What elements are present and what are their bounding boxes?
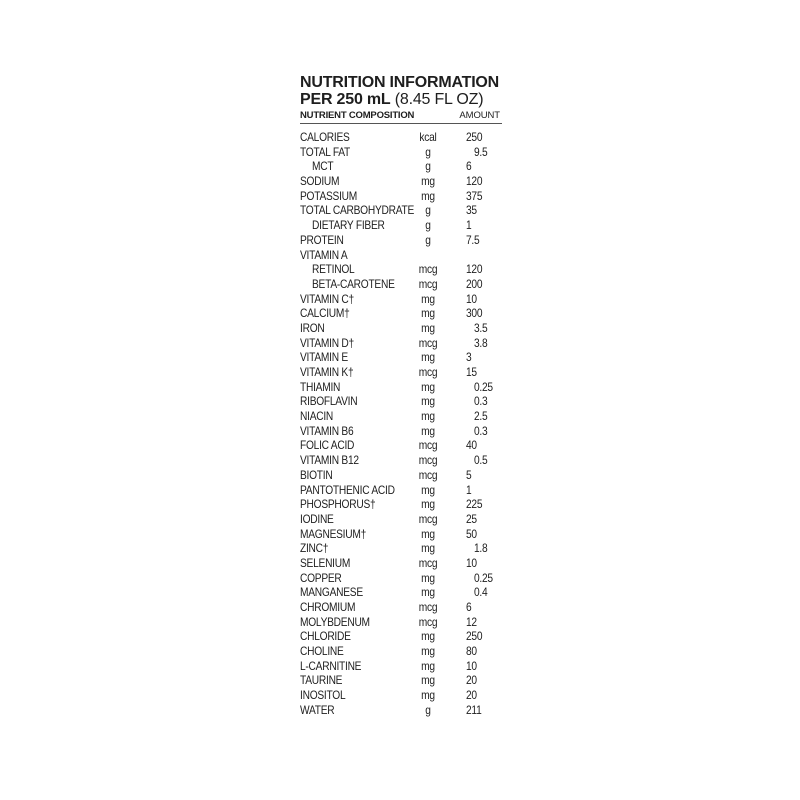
nutrient-name: TAURINE xyxy=(300,673,343,688)
nutrient-row xyxy=(300,615,502,630)
nutrient-amount: 0.25 xyxy=(474,570,493,585)
nutrient-amount: 10 xyxy=(466,291,477,306)
nutrient-amount: 7.5 xyxy=(466,232,480,247)
nutrient-row xyxy=(300,394,502,409)
nutrient-amount: 15 xyxy=(466,365,477,379)
nutrient-unit: mg xyxy=(421,644,435,659)
nutrient-row xyxy=(300,174,502,189)
nutrient-row xyxy=(300,438,502,453)
nutrient-unit: mcg xyxy=(418,511,438,526)
nutrient-unit: mcg xyxy=(418,555,438,570)
nutrient-row xyxy=(300,189,502,204)
nutrient-name: VITAMIN B12 xyxy=(300,453,359,468)
nutrient-row xyxy=(300,130,502,145)
nutrient-row xyxy=(300,703,502,718)
nutrient-amount: 10 xyxy=(466,555,477,570)
nutrient-unit: mcg xyxy=(418,453,438,468)
nutrient-amount: 1 xyxy=(466,482,472,497)
nutrient-row xyxy=(300,497,502,512)
nutrient-row xyxy=(300,629,502,644)
nutrient-name: CHLORIDE xyxy=(300,629,351,644)
nutrient-list xyxy=(300,130,502,718)
nutrient-row xyxy=(300,409,502,424)
nutrient-amount: 6 xyxy=(466,600,472,614)
nutrient-name: BIOTIN xyxy=(300,467,333,482)
nutrient-row xyxy=(300,218,502,233)
nutrient-row xyxy=(300,277,502,292)
nutrient-row xyxy=(300,292,502,307)
nutrient-name: POTASSIUM xyxy=(300,188,358,203)
nutrient-unit: mcg xyxy=(418,262,438,277)
nutrient-name: COPPER xyxy=(300,570,342,585)
nutrient-amount: 250 xyxy=(466,629,483,644)
nutrient-unit: mg xyxy=(421,526,435,541)
nutrient-amount: 200 xyxy=(466,276,483,291)
nutrient-row xyxy=(300,483,502,498)
nutrient-name: FOLIC ACID xyxy=(300,438,355,453)
nutrient-unit: g xyxy=(425,159,431,174)
nutrient-amount: 1 xyxy=(466,218,472,233)
nutrient-row xyxy=(300,571,502,586)
nutrient-amount: 3.5 xyxy=(474,320,488,335)
header-divider xyxy=(300,123,502,124)
nutrient-name: MOLYBDENUM xyxy=(300,614,370,629)
serving-size-fl-oz: (8.45 FL OZ) xyxy=(390,91,484,108)
nutrient-unit: mg xyxy=(421,482,435,497)
nutrient-unit: mg xyxy=(421,409,435,424)
nutrient-row xyxy=(300,321,502,336)
nutrient-unit: mg xyxy=(421,658,435,673)
nutrient-amount: 120 xyxy=(466,262,483,277)
nutrient-unit: g xyxy=(425,203,431,218)
nutrient-row xyxy=(300,248,502,263)
nutrient-amount: 300 xyxy=(466,306,483,321)
nutrient-name: VITAMIN E xyxy=(300,350,348,365)
panel-title: NUTRITION INFORMATION xyxy=(300,74,500,91)
nutrient-row xyxy=(300,527,502,542)
nutrient-row xyxy=(300,600,502,615)
nutrient-row xyxy=(300,556,502,571)
nutrient-unit: mcg xyxy=(418,335,438,350)
nutrient-amount: 12 xyxy=(466,614,477,629)
nutrient-row xyxy=(300,380,502,395)
nutrient-row xyxy=(300,233,502,248)
nutrient-amount: 375 xyxy=(466,188,483,203)
nutrient-name: MANGANESE xyxy=(300,585,363,600)
nutrient-amount: 80 xyxy=(466,644,477,659)
nutrient-name: VITAMIN A xyxy=(300,247,348,262)
nutrient-amount: 250 xyxy=(466,130,483,144)
nutrient-row xyxy=(300,541,502,556)
serving-size xyxy=(300,91,502,108)
header-nutrient-composition: NUTRIENT COMPOSITION xyxy=(300,110,415,121)
nutrient-name: WATER xyxy=(300,702,335,717)
nutrient-amount: 0.3 xyxy=(474,394,488,409)
nutrient-name: RIBOFLAVIN xyxy=(300,394,358,409)
nutrient-amount: 120 xyxy=(466,174,483,189)
nutrient-amount: 20 xyxy=(466,688,477,703)
nutrient-name: VITAMIN C† xyxy=(300,291,354,306)
nutrient-row xyxy=(300,306,502,321)
nutrition-panel xyxy=(300,74,502,718)
nutrient-row xyxy=(300,203,502,218)
nutrient-unit: mg xyxy=(421,585,435,600)
nutrient-row xyxy=(300,336,502,351)
column-headers xyxy=(300,110,502,122)
nutrient-unit: mg xyxy=(421,629,435,644)
nutrient-name: L-CARNITINE xyxy=(300,658,362,673)
nutrient-name: IRON xyxy=(300,320,325,335)
nutrient-amount: 25 xyxy=(466,511,477,526)
nutrient-name: SODIUM xyxy=(300,174,340,189)
nutrient-unit: mg xyxy=(421,423,435,438)
nutrient-unit: mg xyxy=(421,688,435,703)
nutrient-amount: 10 xyxy=(466,658,477,673)
nutrient-amount: 225 xyxy=(466,497,483,512)
nutrient-name: NIACIN xyxy=(300,409,334,424)
nutrient-name: PROTEIN xyxy=(300,232,344,247)
nutrient-amount: 2.5 xyxy=(474,409,488,424)
nutrient-amount: 35 xyxy=(466,203,477,218)
nutrient-amount: 211 xyxy=(466,702,482,717)
nutrient-unit: mg xyxy=(421,570,435,585)
nutrient-amount: 40 xyxy=(466,438,477,453)
nutrient-unit: mcg xyxy=(418,438,438,453)
nutrient-unit: g xyxy=(425,702,431,717)
nutrient-amount: 1.8 xyxy=(474,541,488,556)
nutrient-unit: g xyxy=(425,144,431,159)
nutrient-unit: kcal xyxy=(419,130,437,144)
nutrient-name: THIAMIN xyxy=(300,379,341,394)
nutrient-name: MAGNESIUM† xyxy=(300,526,367,541)
nutrient-row xyxy=(300,350,502,365)
nutrient-unit: mcg xyxy=(418,614,438,629)
nutrient-unit: mg xyxy=(421,379,435,394)
nutrient-unit: mg xyxy=(421,541,435,556)
nutrient-name: VITAMIN D† xyxy=(300,335,354,350)
nutrient-amount: 6 xyxy=(466,159,472,174)
nutrient-name: MCT xyxy=(312,159,334,174)
nutrient-unit: mg xyxy=(421,306,435,321)
nutrient-unit: mcg xyxy=(418,467,438,482)
nutrient-name: IODINE xyxy=(300,511,334,526)
nutrient-unit: mg xyxy=(421,291,435,306)
nutrient-unit: mg xyxy=(421,350,435,365)
nutrient-name: TOTAL FAT xyxy=(300,144,351,159)
nutrient-unit: mg xyxy=(421,174,435,189)
nutrient-row xyxy=(300,659,502,674)
serving-size-volume: PER 250 mL xyxy=(300,91,391,108)
nutrient-name: TOTAL CARBOHYDRATE xyxy=(300,203,415,218)
nutrient-unit: g xyxy=(425,218,431,233)
nutrient-name: CALCIUM† xyxy=(300,306,350,321)
nutrient-row xyxy=(300,688,502,703)
nutrient-name: VITAMIN K† xyxy=(300,365,354,379)
nutrient-name: INOSITOL xyxy=(300,688,346,703)
nutrient-row xyxy=(300,145,502,160)
nutrient-name: DIETARY FIBER xyxy=(312,218,385,233)
nutrient-unit: mcg xyxy=(418,365,438,379)
nutrient-unit: mg xyxy=(421,673,435,688)
nutrient-row xyxy=(300,424,502,439)
nutrient-unit: mg xyxy=(421,394,435,409)
nutrient-name: RETINOL xyxy=(312,262,355,277)
nutrient-amount: 9.5 xyxy=(474,144,488,159)
nutrient-row xyxy=(300,512,502,527)
nutrient-amount: 20 xyxy=(466,673,477,688)
nutrient-unit: mcg xyxy=(418,276,438,291)
nutrient-name: ZINC† xyxy=(300,541,329,556)
nutrient-name: SELENIUM xyxy=(300,555,351,570)
nutrient-amount: 5 xyxy=(466,467,472,482)
nutrient-unit: g xyxy=(425,232,431,247)
nutrient-name: PANTOTHENIC ACID xyxy=(300,482,395,497)
nutrient-row xyxy=(300,159,502,174)
nutrient-name: BETA-CAROTENE xyxy=(312,276,395,291)
nutrient-amount: 3.8 xyxy=(474,335,488,350)
nutrient-amount: 50 xyxy=(466,526,477,541)
nutrient-name: PHOSPHORUS† xyxy=(300,497,376,512)
nutrient-row xyxy=(300,673,502,688)
nutrient-amount: 0.25 xyxy=(474,379,493,394)
nutrient-name: CHOLINE xyxy=(300,644,344,659)
nutrient-row xyxy=(300,468,502,483)
nutrient-row xyxy=(300,585,502,600)
nutrient-name: VITAMIN B6 xyxy=(300,423,354,438)
nutrient-amount: 0.3 xyxy=(474,423,488,438)
nutrient-unit: mg xyxy=(421,497,435,512)
nutrient-amount: 3 xyxy=(466,350,472,365)
nutrient-name: CHROMIUM xyxy=(300,600,356,614)
header-amount: AMOUNT xyxy=(459,110,500,121)
nutrient-name: CALORIES xyxy=(300,130,350,144)
nutrient-unit: mg xyxy=(421,188,435,203)
nutrient-row xyxy=(300,262,502,277)
nutrient-unit: mg xyxy=(421,320,435,335)
nutrient-row xyxy=(300,365,502,380)
nutrient-row xyxy=(300,453,502,468)
nutrient-unit: mcg xyxy=(418,600,438,614)
nutrient-amount: 0.5 xyxy=(474,453,488,468)
nutrient-row xyxy=(300,644,502,659)
nutrient-amount: 0.4 xyxy=(474,585,488,600)
